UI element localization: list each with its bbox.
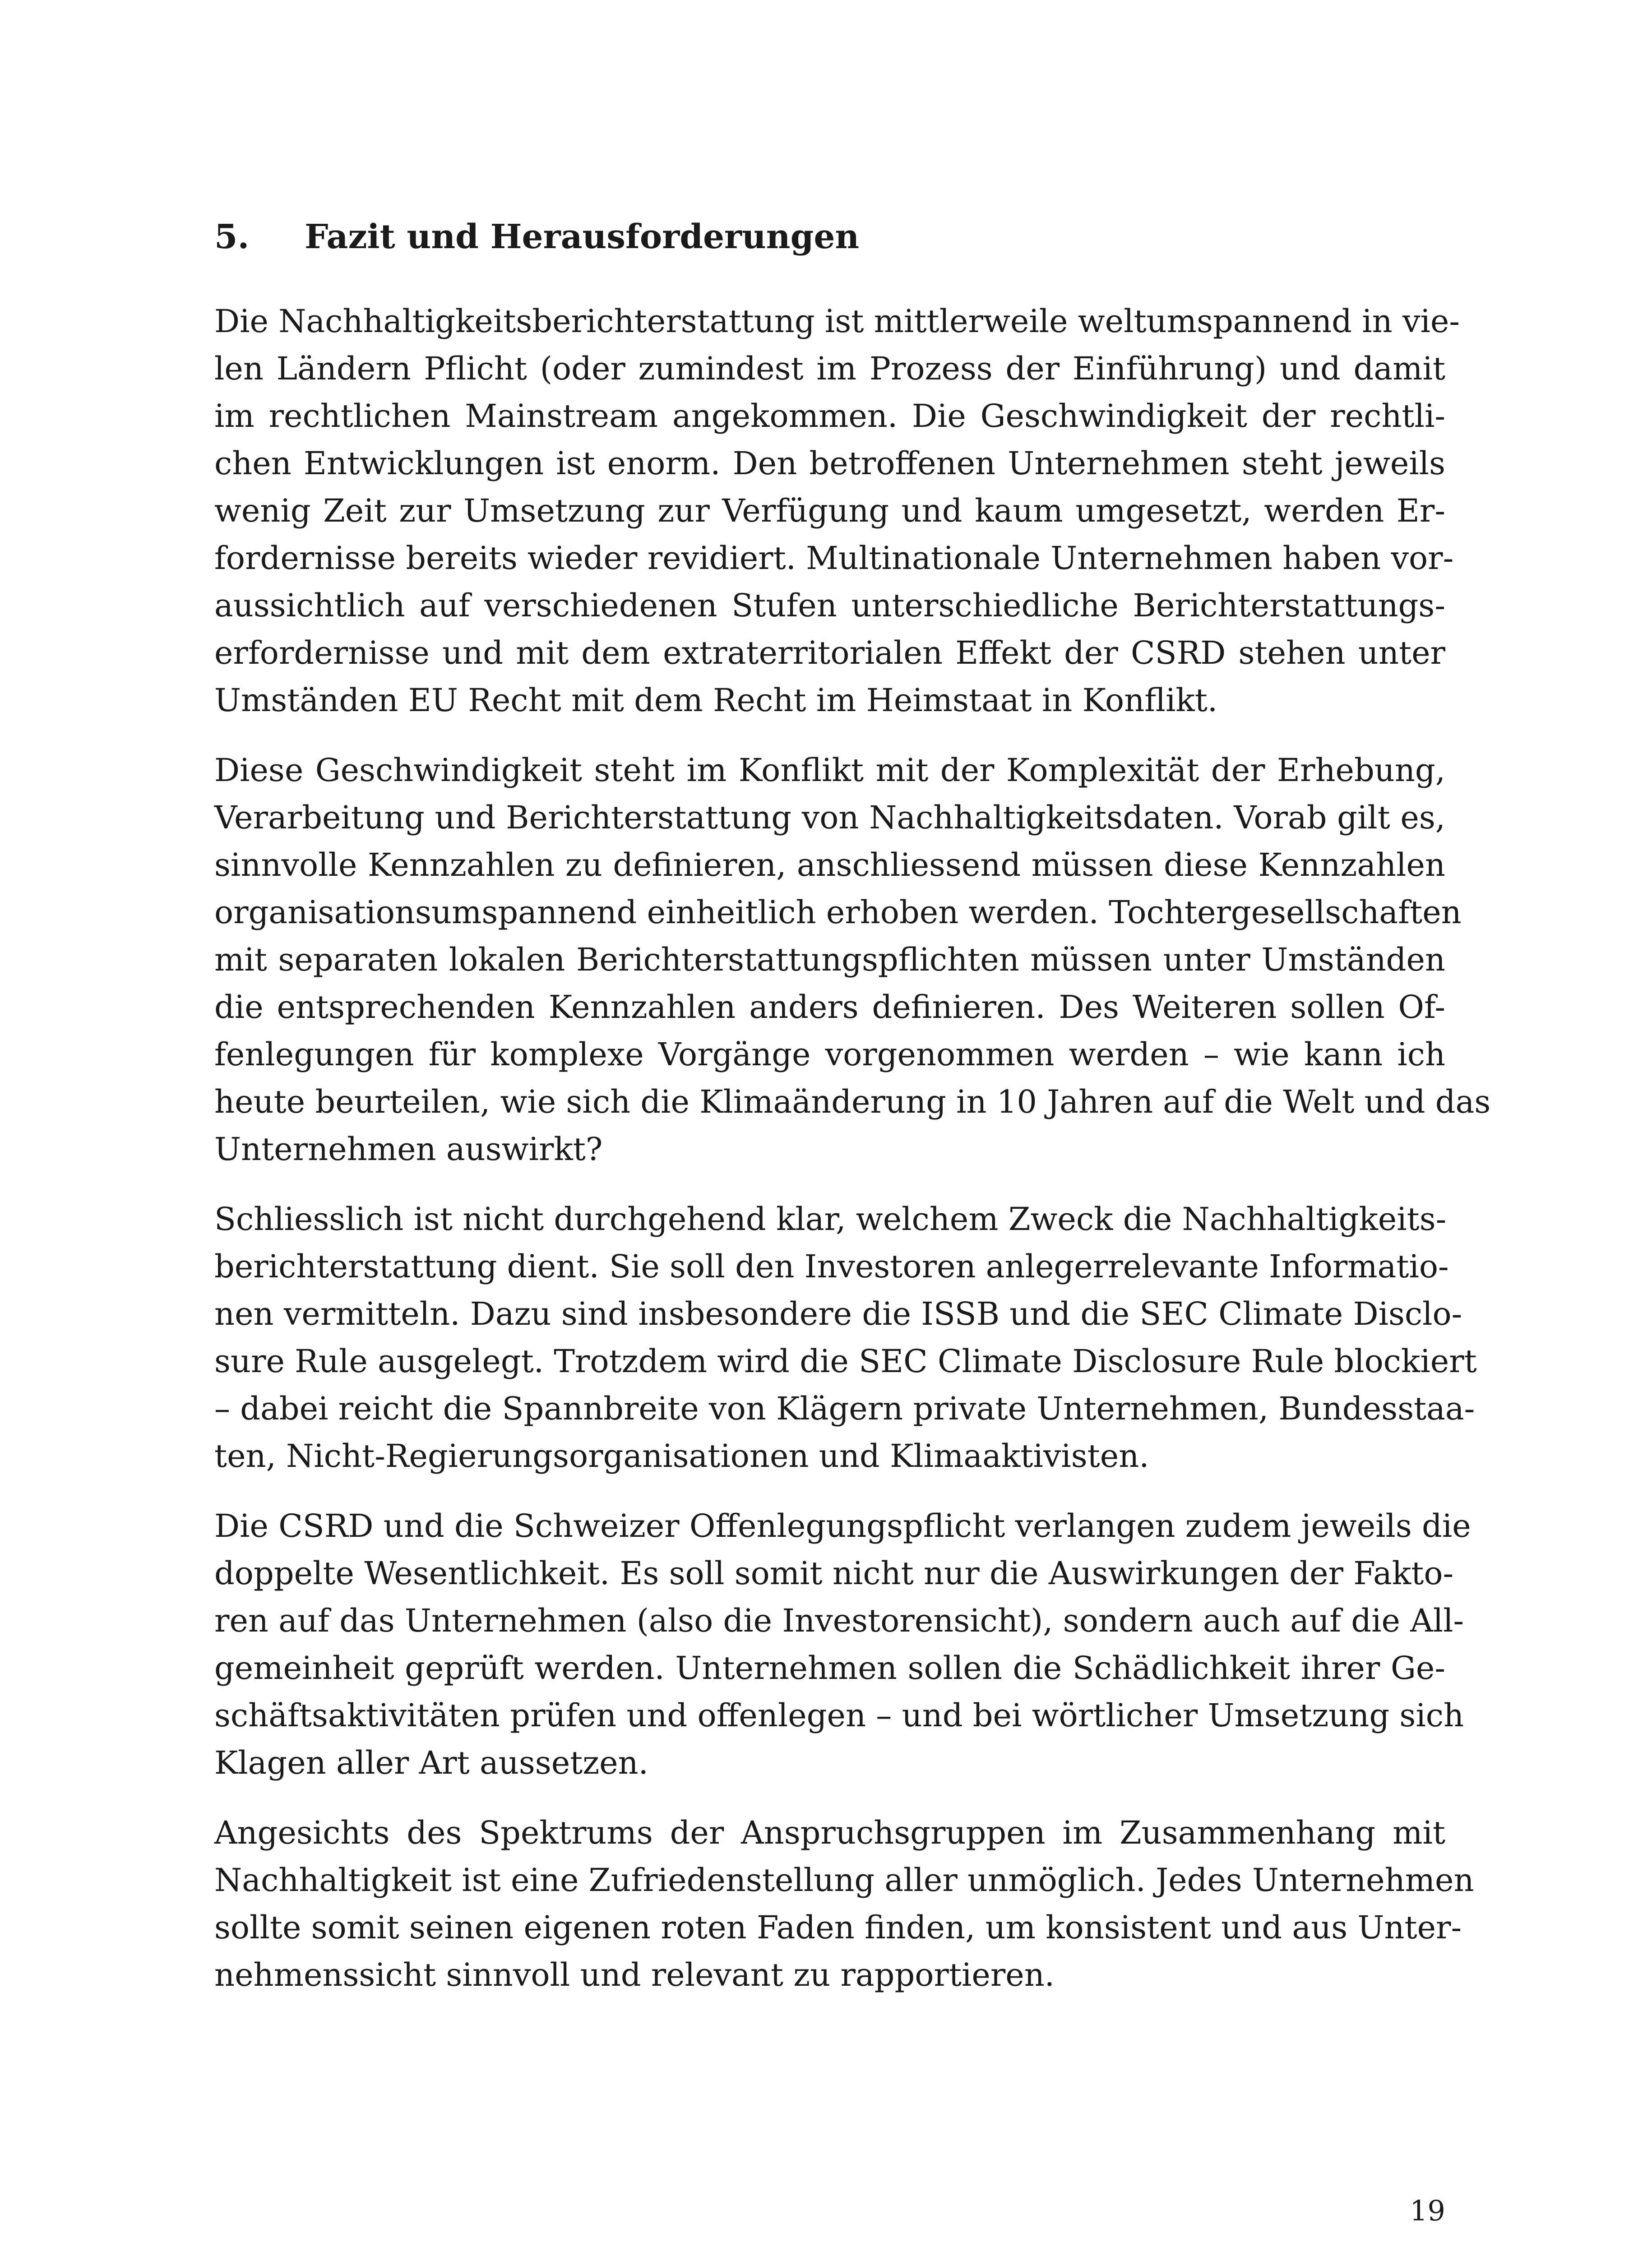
text-line: ren auf das Unternehmen (also die Investorensicht), sondern auch auf die All- xyxy=(214,1602,1464,1639)
text-line: len Ländern Pflicht (oder zumindest im Prozess der Einführung) und damit xyxy=(214,350,1445,387)
text-line: ten, Nicht-Regierungsorganisationen und Klimaaktivisten. xyxy=(214,1438,1149,1475)
text-line: Nachhaltigkeit ist eine Zufriedenstellung aller unmöglich. Jedes Unternehmen xyxy=(214,1862,1474,1899)
text-line: sinnvolle Kennzahlen zu definieren, anschliessend müssen diese Kennzahlen xyxy=(214,846,1445,883)
page-number: 19 xyxy=(1410,2194,1445,2227)
section-title: Fazit und Herausforderungen xyxy=(305,217,860,256)
section-heading xyxy=(214,212,1445,262)
page-content xyxy=(214,212,1491,2021)
text-line: mit separaten lokalen Berichterstattungspflichten müssen unter Umständen xyxy=(214,941,1445,978)
text-line: die entsprechenden Kennzahlen anders definieren. Des Weiteren sollen Of- xyxy=(214,989,1445,1026)
text-line: im rechtlichen Mainstream angekommen. Die Geschwindigkeit der rechtli- xyxy=(214,398,1445,435)
text-line: heute beurteilen, wie sich die Klimaänderung in 10 Jahren auf die Welt und das xyxy=(214,1083,1491,1120)
text-line: Schliesslich ist nicht durchgehend klar, welchem Zweck die Nachhaltigkeits- xyxy=(214,1201,1447,1238)
text-line: schäftsaktivitäten prüfen und offenlegen – und bei wörtlicher Umsetzung sich xyxy=(214,1697,1464,1734)
text-line: chen Entwicklungen ist enorm. Den betroffenen Unternehmen steht jeweils xyxy=(214,445,1445,482)
text-line: wenig Zeit zur Umsetzung zur Verfügung und kaum umgesetzt, werden Er- xyxy=(214,492,1445,529)
paragraph xyxy=(214,1809,1474,1999)
paragraph xyxy=(214,298,1460,724)
section-number: 5. xyxy=(214,217,250,256)
text-line: Verarbeitung und Berichterstattung von Nachhaltigkeitsdaten. Vorab gilt es, xyxy=(214,799,1445,836)
text-line: Unternehmen auswirkt? xyxy=(214,1131,603,1168)
text-line: nehmenssicht sinnvoll und relevant zu rapportieren. xyxy=(214,1956,1055,1993)
text-line: organisationsumspannend einheitlich erhoben werden. Tochtergesellschaften xyxy=(214,894,1462,931)
text-line: Umständen EU Recht mit dem Recht im Heimstaat in Konflikt. xyxy=(214,682,1218,719)
text-line: doppelte Wesentlichkeit. Es soll somit nicht nur die Auswirkungen der Fakto- xyxy=(214,1555,1454,1592)
text-line: gemeinheit geprüft werden. Unternehmen sollen die Schädlichkeit ihrer Ge- xyxy=(214,1650,1445,1687)
text-line: Angesichts des Spektrums der Anspruchsgruppen im Zusammenhang mit xyxy=(214,1814,1445,1851)
text-line: berichterstattung dient. Sie soll den Investoren anlegerrelevante Informatio- xyxy=(214,1248,1449,1285)
text-line: Die Nachhaltigkeitsberichterstattung ist mittlerweile weltumspannend in vie- xyxy=(214,303,1460,340)
text-line: sure Rule ausgelegt. Trotzdem wird die SEC Climate Disclosure Rule blockiert xyxy=(214,1343,1477,1380)
text-line: erfordernisse und mit dem extraterritorialen Effekt der CSRD stehen unter xyxy=(214,634,1445,671)
text-line: aussichtlich auf verschiedenen Stufen unterschiedliche Berichterstattungs- xyxy=(214,587,1445,624)
text-line: nen vermitteln. Dazu sind insbesondere die ISSB und die SEC Climate Disclo- xyxy=(214,1295,1462,1332)
text-line: fenlegungen für komplexe Vorgänge vorgenommen werden – wie kann ich xyxy=(214,1036,1445,1073)
text-line: – dabei reicht die Spannbreite von Klägern private Unternehmen, Bundesstaa- xyxy=(214,1390,1475,1427)
text-line: fordernisse bereits wieder revidiert. Multinationale Unternehmen haben vor- xyxy=(214,540,1454,577)
paragraph xyxy=(214,1196,1477,1480)
paragraph xyxy=(214,747,1491,1173)
paragraph xyxy=(214,1502,1471,1787)
text-line: sollte somit seinen eigenen roten Faden finden, um konsistent und aus Unter- xyxy=(214,1909,1462,1946)
text-line: Die CSRD und die Schweizer Offenlegungspflicht verlangen zudem jeweils die xyxy=(214,1507,1471,1544)
body-text xyxy=(214,298,1491,1999)
text-line: Diese Geschwindigkeit steht im Konflikt mit der Komplexität der Erhebung, xyxy=(214,752,1445,789)
text-line: Klagen aller Art aussetzen. xyxy=(214,1744,648,1781)
